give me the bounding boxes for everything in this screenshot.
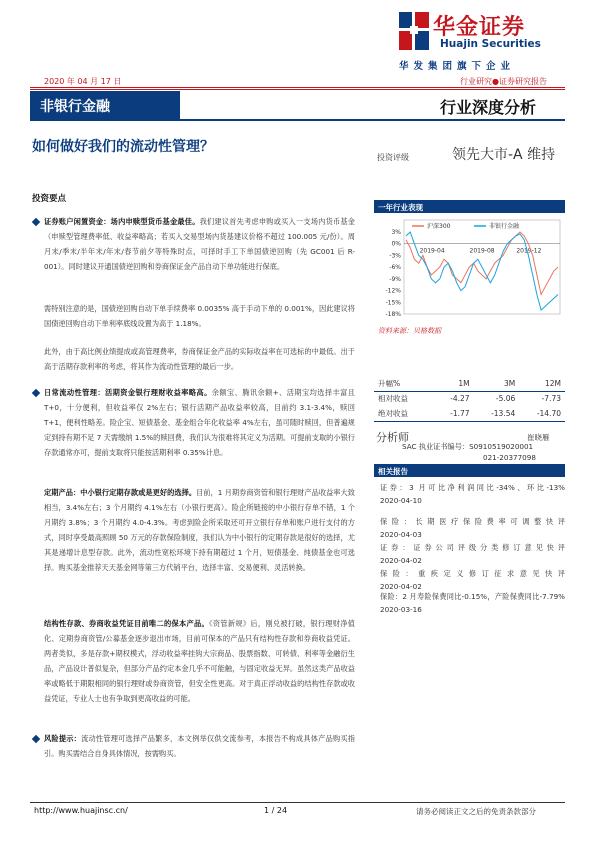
report-date: 2020 年 04 月 17 日 (44, 77, 122, 86)
related-report-date: 2020-04-02 (380, 582, 422, 591)
paragraph-text: 余额宝、腾讯余额+、活期宝均选择丰富且 T+0，十分便利，但收益率仅 2%左右；银行活期产品收益率较高，目前约 3.1-3.4%，赎回 T+1，便利性略差。险企宝、短债基金、基金组合年化收益率 4%左右，虽可随时赎回，但普遍规定到持有期不足 7 天需缴纳 1.5%的赎回费，我们认为很难将其定义为活期。可提前支取的小银行存款通常亦可，提前支取将只能按活期利率 0.35%计息。 (44, 388, 355, 457)
related-heading: 相关报告 (374, 464, 565, 477)
table-header: 升幅% (374, 376, 436, 391)
perf-heading: 一年行业表现 (374, 200, 565, 213)
paragraph-6 (44, 616, 355, 706)
table-row (374, 391, 565, 406)
table-cell: -13.54 (474, 406, 520, 421)
related-report[interactable] (380, 515, 565, 541)
key-points-heading: 投资要点 (32, 194, 67, 204)
paragraph-2 (44, 301, 355, 331)
related-report[interactable] (380, 590, 565, 616)
page-title: 如何做好我们的流动性管理？ (32, 139, 214, 155)
x-tick-label: 2019-04 (419, 247, 445, 255)
table-header: 12M (519, 376, 565, 391)
table-row (374, 406, 565, 421)
table-cell: 相对收益 (378, 394, 408, 404)
paragraph-lead: 风险提示： (44, 734, 82, 743)
footer-divider (30, 802, 565, 803)
bullet-icon (32, 389, 40, 397)
y-tick-label: -9% (389, 275, 401, 283)
y-tick-label: -15% (385, 299, 401, 307)
footer-url[interactable]: http://www.huajinsc.cn/ (34, 806, 128, 815)
related-report-date: 2020-04-02 (380, 556, 422, 565)
perf-line-chart (374, 218, 565, 320)
performance-table (374, 376, 565, 422)
paragraph-lead: 结构性存款、券商收益凭证目前唯二的保本产品。 (44, 619, 209, 628)
related-report-title[interactable]: 保险：长期医疗保险费率可调整快评 (380, 517, 565, 526)
paragraph-1 (44, 214, 355, 274)
table-cell: -1.77 (436, 406, 474, 421)
y-tick-label: 0% (391, 240, 401, 248)
y-tick-label: -18% (385, 311, 401, 318)
table-cell: 绝对收益 (374, 406, 436, 421)
paragraph-text: 此外，由于高比例业绩提成或高管理费率，券商保证金产品的实际收益率在可选标的中最低。出于高于活期存款利率的考虑，将其作为流动性管理的最后一步。 (44, 347, 355, 371)
paragraph-text: 流动性管理可选择产品繁多，本文例举仅供交流参考，本报告不构成具体产品购买指引。购买需结合自身具体情况，按需购买。 (44, 734, 355, 758)
related-report-title[interactable]: 证券：证券公司评级分类修订意见快评 (380, 543, 565, 552)
analyst-phone: 021-20377098 (483, 453, 536, 462)
table-cell: -14.70 (519, 406, 565, 421)
slogan: 华发集团旗下企业 (399, 61, 516, 72)
logo-en: Huajin Securities (440, 38, 541, 50)
analyst-title: 分析师 (376, 431, 409, 444)
table-cell: -4.27 (450, 394, 470, 404)
y-tick-label: -6% (389, 264, 401, 272)
related-report-title[interactable]: 证券：3 月可比净利润同比-34%、环比-13% (380, 483, 565, 492)
table-cell: -7.73 (541, 394, 561, 404)
paragraph-lead: 定期产品：中小银行定期存款或是更好的选择。 (44, 488, 197, 497)
related-report-date: 2020-04-10 (380, 496, 422, 505)
footer-disclaimer: 请务必阅读正文之后的免责条款部分 (416, 807, 536, 816)
x-tick-label: 2019-12 (516, 247, 542, 255)
paragraph-lead: 日常流动性管理：活期资金银行理财收益率略高。 (44, 388, 212, 397)
table-header-row (374, 376, 565, 391)
header-divider (30, 87, 565, 88)
y-tick-label: -12% (385, 287, 401, 295)
y-tick-label: -3% (389, 252, 401, 260)
related-report-date: 2020-03-16 (380, 605, 422, 614)
doc-type: 行业深度分析 (440, 98, 537, 117)
paragraph-text: 需特别注意的是，国债逆回购自动下单手续费率 0.0035% 高于手动下单的 0.001%，因此建议将国债逆回购自动下单利率底线设置为高于 1.18%。 (44, 304, 355, 328)
x-tick-label: 2019-08 (469, 247, 495, 255)
rating-label: 投资评级 (377, 153, 409, 162)
analyst-sac: SAC 执业证书编号：S0910519020001 (402, 442, 534, 451)
header-divider-2 (30, 89, 565, 90)
related-report-date: 2020-04-03 (380, 530, 422, 539)
rating-value: 领先大市-A 维持 (452, 147, 556, 163)
paragraph-5 (44, 485, 355, 575)
legend-label: 非银行金融 (489, 223, 520, 230)
paragraph-lead: 证券账户闲置资金：场内申赎型货币基金最佳。 (44, 217, 200, 226)
report-type: 行业研究●证券研究报告 (460, 77, 547, 86)
related-report-title[interactable]: 保险：重疾定义修订征求意见快评 (380, 569, 565, 578)
page-number: 1 / 24 (264, 806, 288, 815)
paragraph-text: 目前，1 月期券商资管和银行理财产品收益率大致相当，3.4%左右；3 个月期约 4.1%左右（小银行更高）。险企所链接的中小银行存单不错，1 个月期约 3.8%；3 个月期约 4.0-4.3%。考虑到险企所采取还可开立银行存单和账户进行支付的方式，同时享受最高照顾 50 万元的存款保险制度，我们认为中小银行的定期存款是很好的选择，尤其是递增计息型存款。此外，流动性宽松环境下持有期超过 1 个月，短债基金、纯债基金也可选择。购买基金推荐天天基金网等第三方代销平台，选择丰富、交易便利、灵活转换。 (44, 488, 355, 572)
bullet-icon (32, 218, 40, 226)
related-report-title[interactable]: 保险：2 月寿险保费同比-0.15%，产险保费同比-7.79% (380, 592, 565, 601)
table-cell: -5.06 (495, 394, 516, 404)
paragraph-4 (44, 385, 355, 460)
analyst-name: 崔晓雁 (527, 433, 550, 442)
related-report[interactable] (380, 541, 565, 567)
paragraph-text: 我们建议首先考虑申购或买入一支场内货币基金（申赎型管理费率低、收益率略高；若买入交易型场内货基建议价格不超过 100.005 元/份）。周月末/季末/半年末/年末/春节前夕等特殊时点，可择时手工下单国债逆回购（先 GC001 后 R-001）。同时建议开通国债逆回购和券商保证金产品自动下单功能进行保底。 (44, 217, 355, 271)
table-header: 3M (474, 376, 520, 391)
sector-label: 非银行金融 (30, 91, 180, 120)
y-tick-label: 3% (391, 229, 401, 236)
legend-label: 沪深300 (427, 223, 451, 230)
paragraph-text: 《资管新规》后，刚兑被打破，银行理财净值化、定期券商资管/公募基金逐步退出市场，目前可保本的产品只有结构性存款和券商收益凭证。两者类似，多是存款+期权模式，浮动收益率挂钩大宗商品、股票指数、可转债、利率等金融衍生品，产品设计普似复杂，但部分产品约定本金几乎不可能触，与固定收益无异。虽然这类产品收益率或略低于期限相同的银行理财或券商资管，但安全性更高。对于真正浮动收益的结构性存款或收益凭证，专业人士也有争取到更高收益的可能。 (44, 619, 355, 703)
chart-source: 资料来源：贝格数据 (378, 327, 441, 335)
table-header: 1M (436, 376, 474, 391)
paragraph-7 (44, 731, 355, 761)
logo-cn: 华金证券 (433, 15, 526, 40)
huajin-logo-mark-icon (399, 12, 429, 50)
related-report[interactable] (380, 481, 565, 507)
bullet-icon (32, 735, 40, 743)
paragraph-3 (44, 344, 355, 374)
